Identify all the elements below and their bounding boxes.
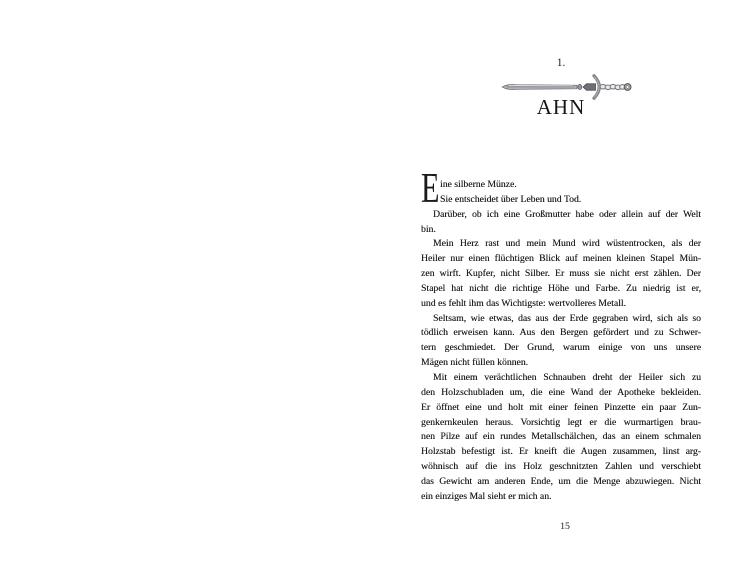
text-line: den Holzschubladen um, die eine Wand der Apotheke bekleiden. xyxy=(421,386,701,398)
text-line: Er öffnet eine und holt mit einer feinen Pinzette ein paar Zun- xyxy=(421,401,701,413)
text-line: Mit einem verächtlichen Schnauben dreht der Heiler sich zu xyxy=(433,371,701,383)
text-line: Holzstab befestigt ist. Er kneift die Augen zusammen, linst arg- xyxy=(421,446,701,458)
text-line: Sie entscheidet über Leben und Tod. xyxy=(440,193,582,205)
text-line: und es fehlt ihm das Wichtigste: wertvolleres Metall. xyxy=(421,297,626,309)
body-text xyxy=(421,166,701,505)
text-line: tödlich erweisen kann. Aus den Bergen gefördert und zu Schwer- xyxy=(421,327,701,339)
text-line: wöhnisch auf die ins Holz geschnitzten Zahlen und verschiebt xyxy=(421,461,701,473)
text-line: Heiler nur einen flüchtigen Blick auf meinen kleinen Stapel Mün- xyxy=(421,253,701,265)
text-line: bin. xyxy=(421,223,436,235)
text-line: nen Pilze auf ein rundes Metallschälchen, das an einem schmalen xyxy=(421,431,701,443)
chapter-number: 1. xyxy=(556,57,566,69)
text-line: ine silberne Münze. xyxy=(440,179,517,190)
text-line: tern geschmiedet. Der Grund, warum einige von uns unsere xyxy=(421,342,701,354)
text-line: genkernkeulen heraus. Vorsichtig legt er die wurmartigen brau- xyxy=(421,416,701,428)
page-number: 15 xyxy=(560,521,570,532)
drop-cap: E xyxy=(421,166,440,212)
text-line: das Gewicht am anderen Ende, um die Menge abzuwiegen. Nicht xyxy=(421,475,701,487)
text-line: Mein Herz rast und mein Mund wird wüstentrocken, als der xyxy=(433,238,701,250)
chapter-title: AHN xyxy=(536,95,586,119)
text-line: Seltsam, wie etwas, das aus der Erde gegraben wird, sich als so xyxy=(433,312,701,324)
text-line: Stapel hat nicht die richtige Höhe und Farbe. Zu niedrig ist er, xyxy=(421,282,701,294)
text-line: Mägen nicht füllen können. xyxy=(421,357,529,369)
text-line: Darüber, ob ich eine Großmutter habe oder allein auf der Welt xyxy=(433,208,701,220)
text-line: zen wirft. Kupfer, nicht Silber. Er muss sie nicht erst zählen. Der xyxy=(421,268,701,280)
text-line: ein einziges Mal sieht er mich an. xyxy=(421,490,552,502)
